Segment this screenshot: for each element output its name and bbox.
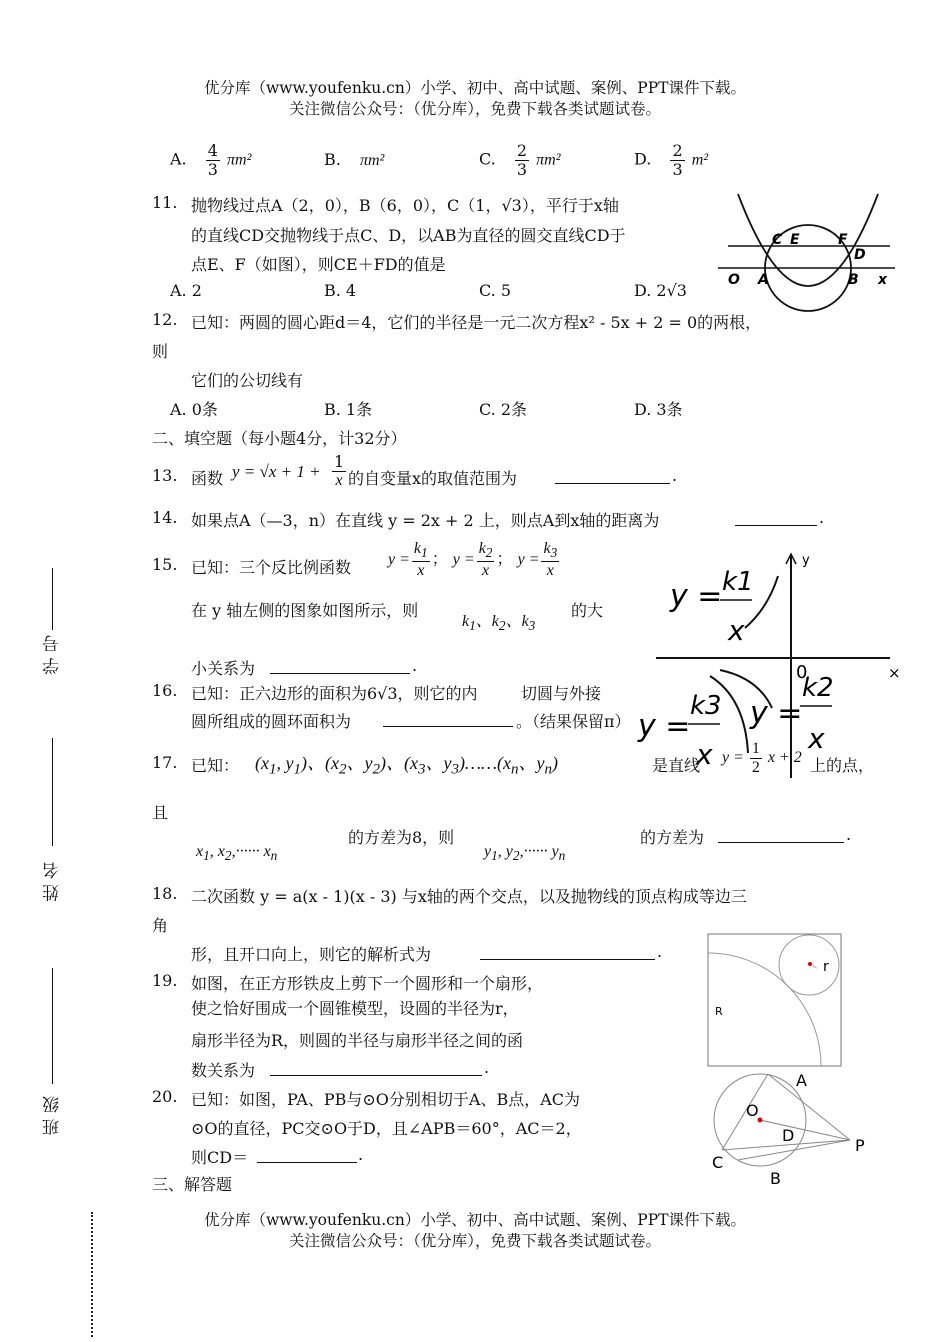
q12-option-b: B. 1条: [324, 400, 373, 419]
q20-end: .: [358, 1145, 364, 1164]
q19-square-figure: [705, 930, 845, 1070]
q15-line-3: 小关系为: [191, 659, 256, 678]
q20-label-P: P: [855, 1136, 865, 1155]
svg-text:y =: y =: [670, 579, 723, 614]
q17-y-list: $y_1$, $y_2,\cdot\cdot\cdot\cdot\cdot\cdot y_n$: [484, 843, 566, 864]
q16-line-1: 已知：正六边形的面积为6√3，则它的内: [191, 684, 478, 703]
q20-tangent-pa: [768, 1074, 850, 1140]
q20-line-2: ⊙O的直径，PC交⊙O于D，且∠APB＝60°，AC＝2，: [191, 1119, 582, 1138]
q14-end: .: [819, 508, 825, 527]
q19-center-dot: [808, 962, 812, 966]
q13-answer-blank[interactable]: [555, 466, 670, 484]
q15-end: .: [412, 656, 418, 675]
q13-end: .: [672, 466, 678, 485]
q10-option-a: A. $\frac{4}{3}$ πm²: [170, 141, 252, 179]
q11-label-A: A: [758, 272, 769, 288]
q11-line-1: 抛物线过点A（2，0），B（6，0），C（1，√3），平行于x轴: [191, 196, 619, 215]
q14-text: 如果点A（—3，n）在直线 y = 2x + 2 上，则点A到x轴的距离为: [191, 511, 660, 530]
q15-origin-label: 0: [796, 662, 808, 683]
side-line-2: [52, 738, 53, 846]
q20-label-D: D: [782, 1126, 795, 1145]
header-line-2: 关注微信公众号：（优分库），免费下载各类试题试卷。: [288, 100, 661, 118]
binding-dotted-line: [91, 1212, 93, 1337]
svg-text:y =: y =: [750, 696, 803, 731]
q15-line-2b: 的大: [571, 601, 604, 620]
svg-text:k2: k2: [802, 673, 834, 703]
q11-option-a: A. 2: [170, 281, 202, 300]
q17-number: 17.: [152, 753, 178, 772]
q20-label-B: B: [770, 1169, 781, 1188]
q19-line-2: 使之恰好围成一个圆锥模型，设圆的半径为r，: [191, 999, 519, 1018]
q16-line-1b: 切圆与外接: [521, 684, 602, 703]
q11-label-D: D: [854, 247, 866, 263]
q13-fraction: $\frac{1}{x}$: [334, 452, 345, 489]
q13-prefix: 函数: [191, 469, 224, 488]
q11-option-c: C. 5: [479, 281, 512, 300]
q15-answer-blank[interactable]: [270, 656, 410, 674]
q12-line-2: 它们的公切线有: [191, 371, 304, 390]
q15-functions: y = $\frac{k_1}{x}$ ； y = $\frac{k_2}{x}$ ； y = $\frac{k_3}{x}$: [388, 540, 558, 579]
q18-line-1: 二次函数 y = a(x - 1)(x - 3) 与x轴的两个交点，以及抛物线的顶点构成等边三: [191, 887, 747, 906]
q15-label-k1: [669, 567, 754, 647]
q15-k-list: $k_1$、$k_2$、$k_3$: [462, 613, 536, 634]
q18-line-1b: 角: [152, 916, 169, 935]
q15-line-2: 在 y 轴左侧的图象如图所示，则: [191, 601, 419, 620]
q19-label-r: r: [823, 959, 829, 975]
q17-line-1c: 上的点，: [810, 756, 875, 775]
q11-label-O: O: [728, 272, 740, 288]
side-line-1: [52, 568, 53, 630]
q19-square: [708, 934, 841, 1066]
header-line-1: 优分库（www.youfenku.cn）小学、初中、高中试题、案例、PPT课件下载。: [203, 79, 747, 97]
q19-sector-arc: [708, 953, 821, 1066]
q13-middle: 的自变量x的取值范围为: [348, 469, 518, 488]
q16-answer-blank[interactable]: [383, 709, 513, 727]
q19-line-1: 如图，在正方形铁皮上剪下一个圆形和一个扇形，: [191, 974, 544, 993]
q17-line-equation: y = $\frac{1}{2}$ x + 2: [722, 740, 802, 776]
q20-diameter-ac: [722, 1074, 768, 1150]
footer-line-1: 优分库（www.youfenku.cn）小学、初中、高中试题、案例、PPT课件下载。: [203, 1211, 747, 1229]
q20-line-3: 则CD＝: [191, 1148, 249, 1167]
q11-label-F: F: [838, 232, 848, 248]
q15-x-label: ×: [888, 664, 901, 682]
q10-option-d: D. $\frac{2}{3}$ m²: [634, 141, 709, 179]
q16-line-2b: 。（结果保留π）: [516, 712, 631, 731]
q10-option-c: C. $\frac{2}{3}$ πm²: [479, 141, 561, 179]
q19-end: .: [484, 1058, 490, 1077]
q12-option-a: A. 0条: [170, 400, 218, 419]
footer-line-2: 关注微信公众号：（优分库），免费下载各类试题试卷。: [288, 1232, 661, 1250]
q19-answer-blank[interactable]: [270, 1058, 482, 1076]
q11-line-2: 的直线CD交抛物线于点C、D，以AB为直径的圆交直线CD于: [191, 226, 626, 245]
q20-label-C: C: [712, 1153, 724, 1172]
q17-point-list: ($x_1$, $y_1$)、($x_2$、$y_2$)、($x_3$、$y_3)\dots\dots(x_n$、$y_n$): [255, 753, 558, 778]
q17-line-3b: 的方差为: [640, 828, 705, 847]
q17-answer-blank[interactable]: [718, 825, 844, 843]
section-2-title: 二、填空题（每小题4分，计32分）: [152, 429, 407, 448]
q11-number: 11.: [152, 193, 178, 212]
q18-line-2: 形，且开口向上，则它的解析式为: [191, 945, 432, 964]
q19-label-R: R: [715, 1005, 723, 1018]
q12-option-d: D. 3条: [634, 400, 683, 419]
svg-text:x: x: [808, 722, 825, 755]
svg-text:k1: k1: [722, 567, 754, 597]
q17-line-3a: 的方差为8，则: [348, 828, 455, 847]
q15-y-label: y: [802, 553, 810, 568]
q20-number: 20.: [152, 1087, 178, 1106]
q20-line-1: 已知：如图，PA、PB与⊙O分别相切于A、B点，AC为: [191, 1090, 581, 1109]
q11-parabola-figure: [710, 188, 900, 308]
svg-text:y =: y =: [638, 709, 691, 744]
side-label-class: 班 级: [43, 1096, 63, 1136]
section-3-title: 三、解答题: [152, 1175, 233, 1194]
q14-answer-blank[interactable]: [735, 508, 817, 526]
q11-label-C: C: [772, 232, 783, 248]
q15-line-1: 已知：三个反比例函数: [191, 558, 352, 577]
q11-label-B: B: [848, 272, 859, 288]
q18-number: 18.: [152, 884, 178, 903]
q19-number: 19.: [152, 971, 178, 990]
q20-label-A: A: [796, 1071, 807, 1090]
q17-line-1b: 是直线: [652, 756, 701, 775]
q16-number: 16.: [152, 681, 178, 700]
q12-line-1: 已知：两圆的圆心距d＝4，它们的半径是一元二次方程x² - 5x + 2 = 0的两根，: [191, 313, 762, 332]
q12-line-1b: 则: [152, 342, 169, 361]
q13-number: 13.: [152, 466, 178, 485]
q12-number: 12.: [152, 310, 178, 329]
side-label-student-no: 学 号: [43, 635, 63, 675]
q11-label-E: E: [790, 232, 800, 248]
side-line-3: [52, 968, 53, 1084]
q17-line-2: 且: [152, 803, 169, 822]
q17-line-1a: 已知：: [191, 756, 240, 775]
svg-text:x: x: [728, 614, 745, 647]
q17-end: .: [846, 825, 852, 844]
q11-option-d: D. 2√3: [634, 281, 687, 300]
q19-line-3: 扇形半径为R，则圆的半径与扇形半径之间的函: [191, 1031, 524, 1050]
side-label-name: 姓 名: [43, 862, 63, 902]
svg-text:k3: k3: [690, 691, 722, 721]
q10-option-b: B. πm²: [324, 150, 385, 169]
q20-tangent-figure: [700, 1062, 880, 1192]
q12-option-c: C. 2条: [479, 400, 528, 419]
q20-label-O: O: [746, 1101, 759, 1120]
q14-number: 14.: [152, 508, 178, 527]
q11-label-x: x: [878, 272, 888, 288]
q11-line-3: 点E、F（如图），则CE＋FD的值是: [191, 255, 446, 274]
q19-line-4: 数关系为: [191, 1061, 256, 1080]
q11-option-b: B. 4: [324, 281, 357, 300]
q13-formula: y = √x + 1 +: [232, 462, 321, 481]
q15-number: 15.: [152, 555, 178, 574]
q18-answer-blank[interactable]: [480, 942, 655, 960]
q20-answer-blank[interactable]: [257, 1145, 357, 1163]
q18-end: .: [657, 942, 663, 961]
q17-x-list: $x_1$, $x_2,\cdot\cdot\cdot\cdot\cdot\cdot x_n$: [196, 843, 278, 864]
q16-line-2: 圆所组成的圆环面积为: [191, 712, 352, 731]
q20-line-po: [760, 1120, 850, 1140]
svg-text:x: x: [696, 738, 713, 771]
